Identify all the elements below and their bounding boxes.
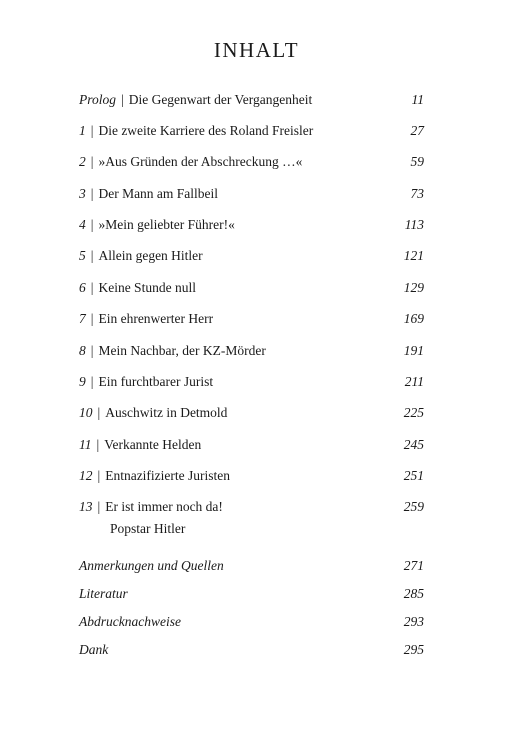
chapter-number: 8 <box>79 343 86 358</box>
chapter-title: Auschwitz in Detmold <box>105 405 228 420</box>
chapter-title: Entnazifizierte Juristen <box>105 468 231 483</box>
separator: | <box>90 154 94 169</box>
chapter-number: 1 <box>79 123 86 138</box>
toc-entry-13 <box>79 497 424 538</box>
back-matter-label: Anmerkungen und Quellen <box>79 558 224 573</box>
chapter-title: Die Gegenwart der Vergangenheit <box>128 92 313 107</box>
separator: | <box>90 217 94 232</box>
page-number: 113 <box>404 217 424 232</box>
chapter-number: 2 <box>79 154 86 169</box>
chapter-number: 9 <box>79 374 86 389</box>
toc-entry-literatur <box>79 584 424 603</box>
separator: | <box>96 437 100 452</box>
chapter-number: 5 <box>79 248 86 263</box>
page-number: 59 <box>410 154 424 169</box>
chapter-number: 11 <box>79 437 92 452</box>
chapter-title: »Aus Gründen der Abschreckung …« <box>98 154 303 169</box>
chapter-number: 10 <box>79 405 93 420</box>
separator: | <box>90 374 94 389</box>
chapter-title: Der Mann am Fallbeil <box>98 186 219 201</box>
page-number: 271 <box>403 558 424 573</box>
page-number: 285 <box>403 586 424 601</box>
separator: | <box>97 405 101 420</box>
toc-entry-anmerkungen <box>79 556 424 575</box>
separator: | <box>121 92 124 107</box>
page-number: 11 <box>411 92 424 107</box>
chapter-number: 3 <box>79 186 86 201</box>
separator: | <box>97 499 101 514</box>
page-title: INHALT <box>213 38 300 62</box>
chapter-number: 6 <box>79 280 86 295</box>
page-number: 245 <box>403 437 424 452</box>
back-matter-label: Dank <box>79 642 109 657</box>
chapter-number: 13 <box>79 499 93 514</box>
page-number: 73 <box>410 186 424 201</box>
toc-entry-3 <box>79 184 424 203</box>
page-number: 251 <box>403 468 424 483</box>
toc-entry-prolog <box>79 90 424 109</box>
chapter-title: Mein Nachbar, der KZ-Mörder <box>98 343 266 358</box>
chapter-number: 12 <box>79 468 93 483</box>
page-number: 191 <box>403 343 424 358</box>
chapter-number: 7 <box>79 311 86 326</box>
separator: | <box>90 343 94 358</box>
page-number: 259 <box>403 499 424 514</box>
chapter-title-continuation: Popstar Hitler <box>110 521 186 536</box>
page-number: 293 <box>403 614 424 629</box>
toc-entry-4 <box>79 215 424 234</box>
page-number: 169 <box>403 311 424 326</box>
page-number: 27 <box>410 123 424 138</box>
toc-entry-1 <box>79 121 424 140</box>
chapter-title: Er ist immer noch da! <box>105 499 223 514</box>
chapter-title: Die zweite Karriere des Roland Freisler <box>98 123 314 138</box>
toc-entry-6 <box>79 278 424 297</box>
page-number: 129 <box>403 280 424 295</box>
back-matter-label: Abdrucknachweise <box>79 614 181 629</box>
separator: | <box>90 123 94 138</box>
toc-entry-12 <box>79 466 424 485</box>
toc-entry-5 <box>79 246 424 265</box>
toc-entry-dank <box>79 640 424 659</box>
toc-entry-10 <box>79 403 424 422</box>
chapter-title: Ein ehrenwerter Herr <box>98 311 214 326</box>
chapter-title: »Mein geliebter Führer!« <box>98 217 235 232</box>
page-number: 211 <box>404 374 424 389</box>
separator: | <box>90 311 94 326</box>
chapter-number: 4 <box>79 217 86 232</box>
separator: | <box>90 186 94 201</box>
separator: | <box>90 248 94 263</box>
page-number: 295 <box>403 642 424 657</box>
toc-entry-7 <box>79 309 424 328</box>
chapter-title: Allein gegen Hitler <box>98 248 203 263</box>
chapter-title: Verkannte Helden <box>104 437 202 452</box>
toc-entry-abdrucknachweise <box>79 612 424 631</box>
separator: | <box>97 468 101 483</box>
chapter-number: Prolog <box>79 92 116 107</box>
page-number: 225 <box>403 405 424 420</box>
toc-entry-8 <box>79 341 424 360</box>
separator: | <box>90 280 94 295</box>
toc-entry-9 <box>79 372 424 391</box>
page-number: 121 <box>403 248 424 263</box>
chapter-title: Ein furchtbarer Jurist <box>98 374 214 389</box>
toc-entry-2 <box>79 152 424 171</box>
chapter-title: Keine Stunde null <box>98 280 196 295</box>
back-matter-label: Literatur <box>79 586 128 601</box>
toc-entry-11 <box>79 435 424 454</box>
